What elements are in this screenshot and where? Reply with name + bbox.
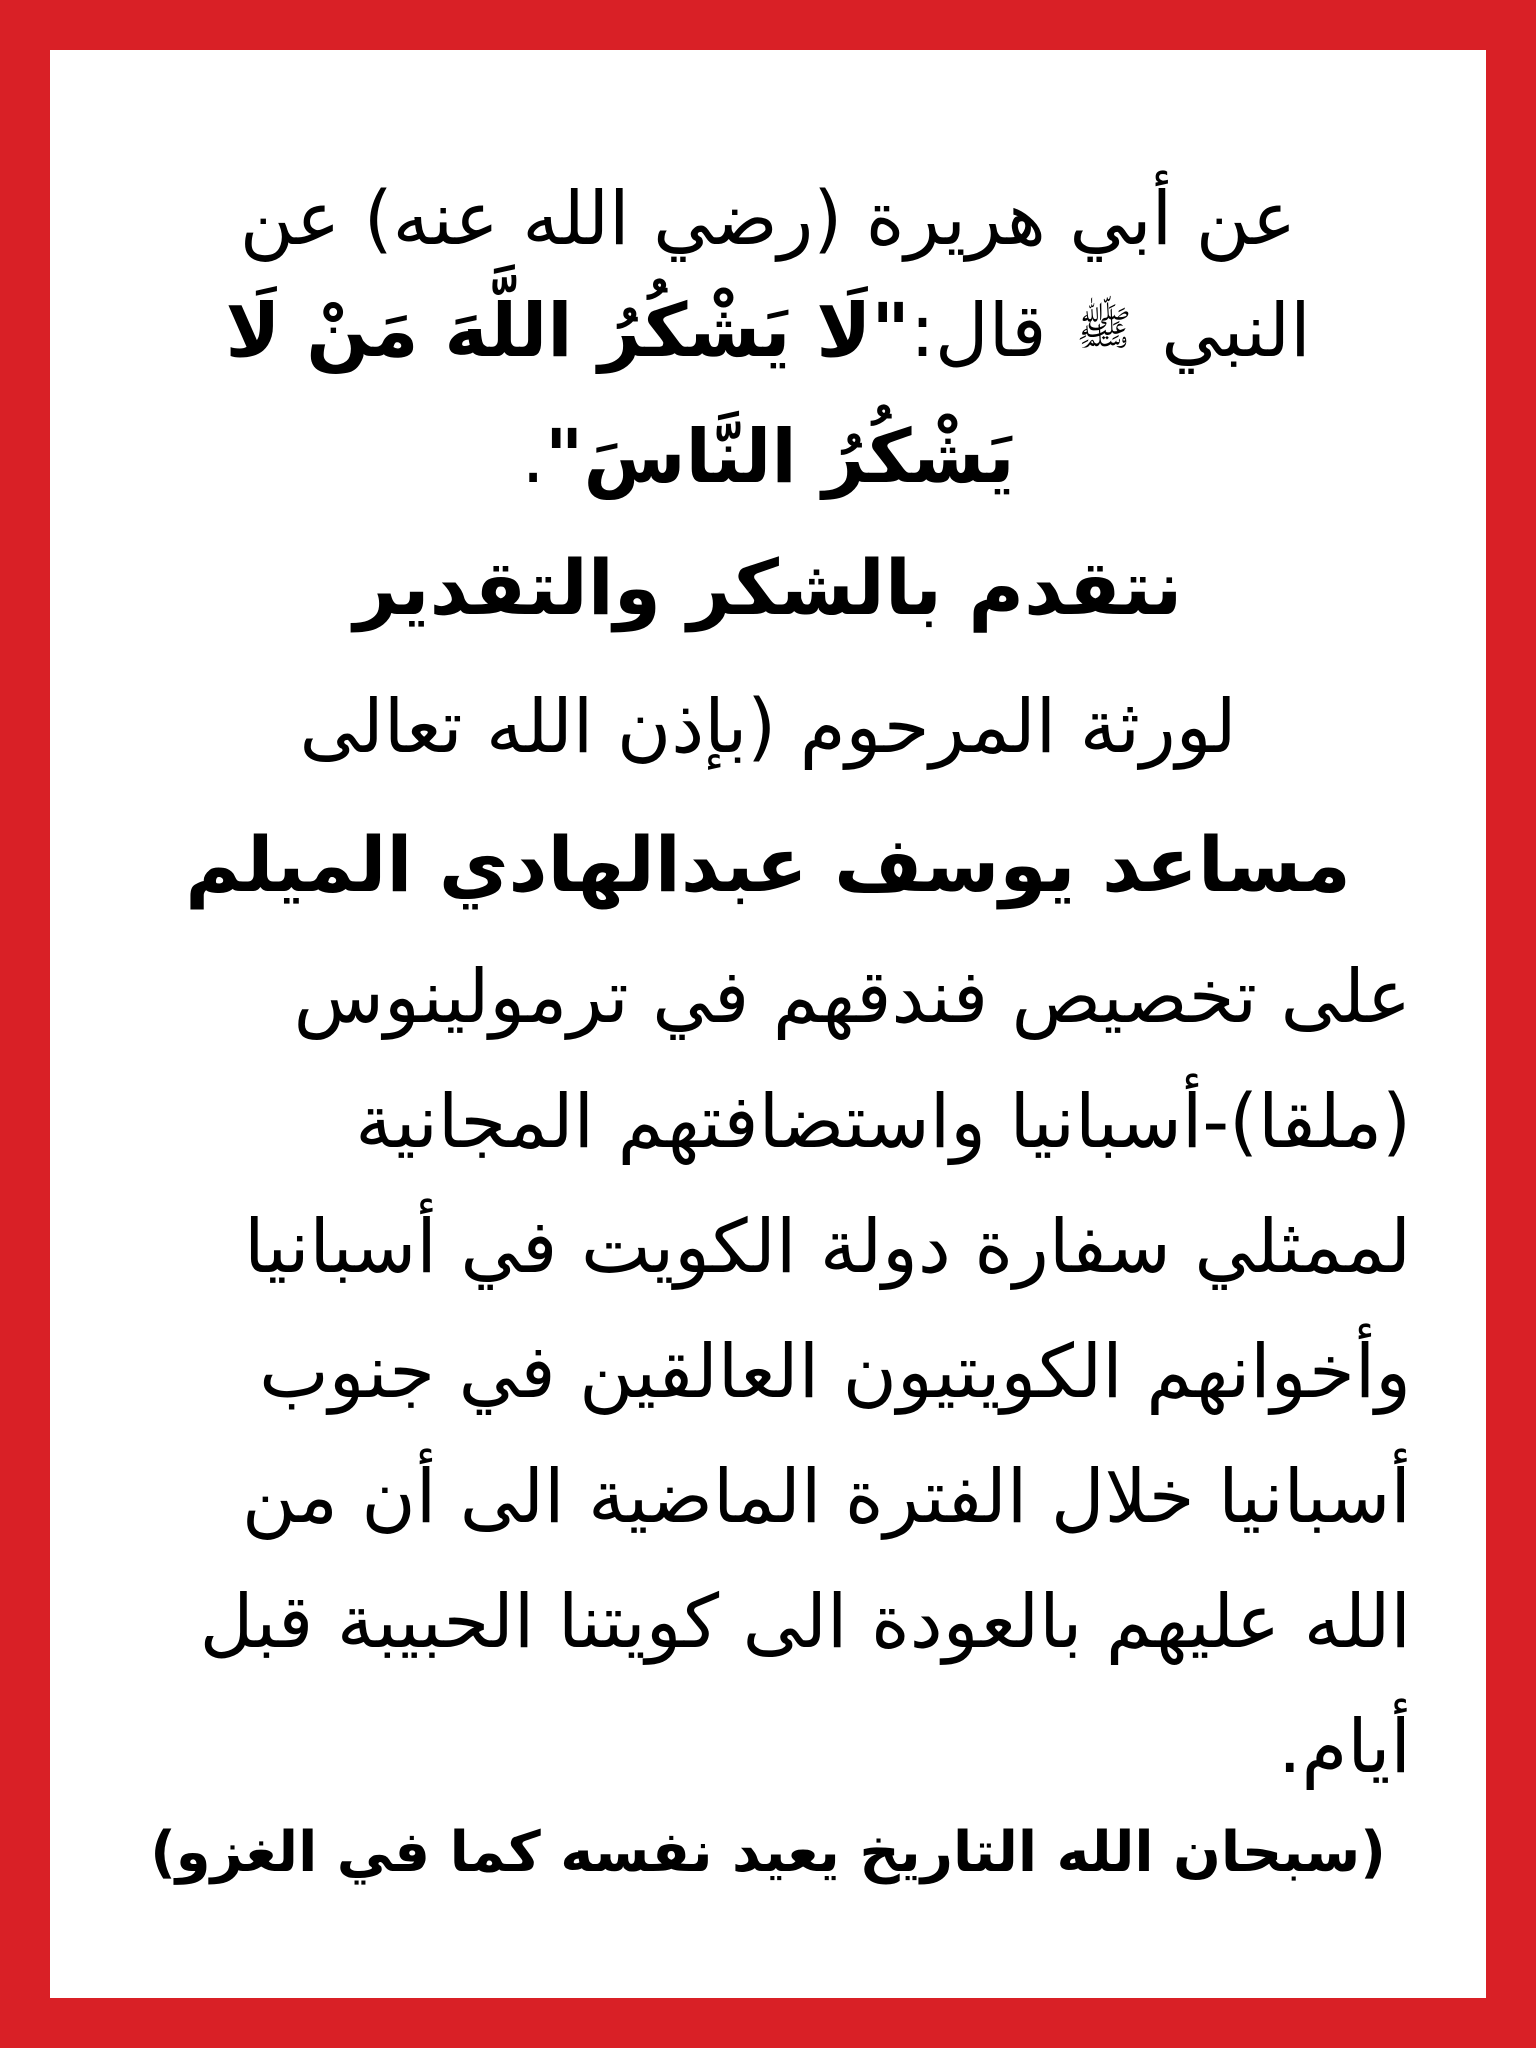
deceased-name (50, 820, 1486, 909)
hadith-text-1: عن أبي هريرة (رضي الله عنه) عن (239, 176, 1297, 262)
body-line-2 (50, 1079, 1486, 1165)
recipient-line-1 (50, 684, 1486, 770)
body-text-2: (ملقا)-أسبانيا واستضافتهم المجانية (355, 1079, 1411, 1165)
body-text-1: على تخصيص فندقهم في ترمولينوس (293, 954, 1411, 1040)
body-line-3 (50, 1204, 1486, 1290)
salawat-symbol-icon: ﷺ (1076, 301, 1132, 355)
body-text-5: أسبانيا خلال الفترة الماضية الى أن من (241, 1454, 1411, 1540)
hadith-quote-part-2: يَشْكُرُ النَّاسَ" (544, 414, 1015, 500)
hadith-quote-part-1: "لَا يَشْكُرُ اللَّهَ مَنْ لَا (225, 288, 910, 374)
body-line-1 (50, 954, 1486, 1040)
hadith-line-1 (50, 176, 1486, 262)
body-line-6 (50, 1579, 1486, 1665)
recipient-text: لورثة المرحوم (بإذن الله تعالى (299, 684, 1237, 770)
hadith-line-3 (50, 414, 1486, 500)
footer-text: (سبحان الله التاريخ يعيد نفسه كما في الغزو) (150, 1820, 1386, 1885)
body-line-7 (50, 1704, 1486, 1790)
thanks-heading-text: نتقدم بالشكر والتقدير (353, 543, 1183, 632)
hadith-end: . (521, 414, 545, 500)
thanks-heading (50, 543, 1486, 632)
notice-card (50, 50, 1486, 1998)
body-text-3: لممثلي سفارة دولة الكويت في أسبانيا (243, 1204, 1411, 1290)
footer-note (50, 1820, 1486, 1885)
body-line-5 (50, 1454, 1486, 1540)
body-line-4 (50, 1329, 1486, 1415)
body-text-7: أيام. (1277, 1704, 1411, 1790)
deceased-name-text: مساعد يوسف عبدالهادي الميلم (185, 820, 1351, 909)
hadith-line-2 (50, 288, 1486, 374)
body-text-6: الله عليهم بالعودة الى كويتنا الحبيبة قبل (199, 1579, 1411, 1665)
body-text-4: وأخوانهم الكويتيون العالقين في جنوب (259, 1329, 1411, 1415)
hadith-qal: قال: (909, 288, 1047, 374)
hadith-prophet-word: النبي (1161, 288, 1311, 374)
